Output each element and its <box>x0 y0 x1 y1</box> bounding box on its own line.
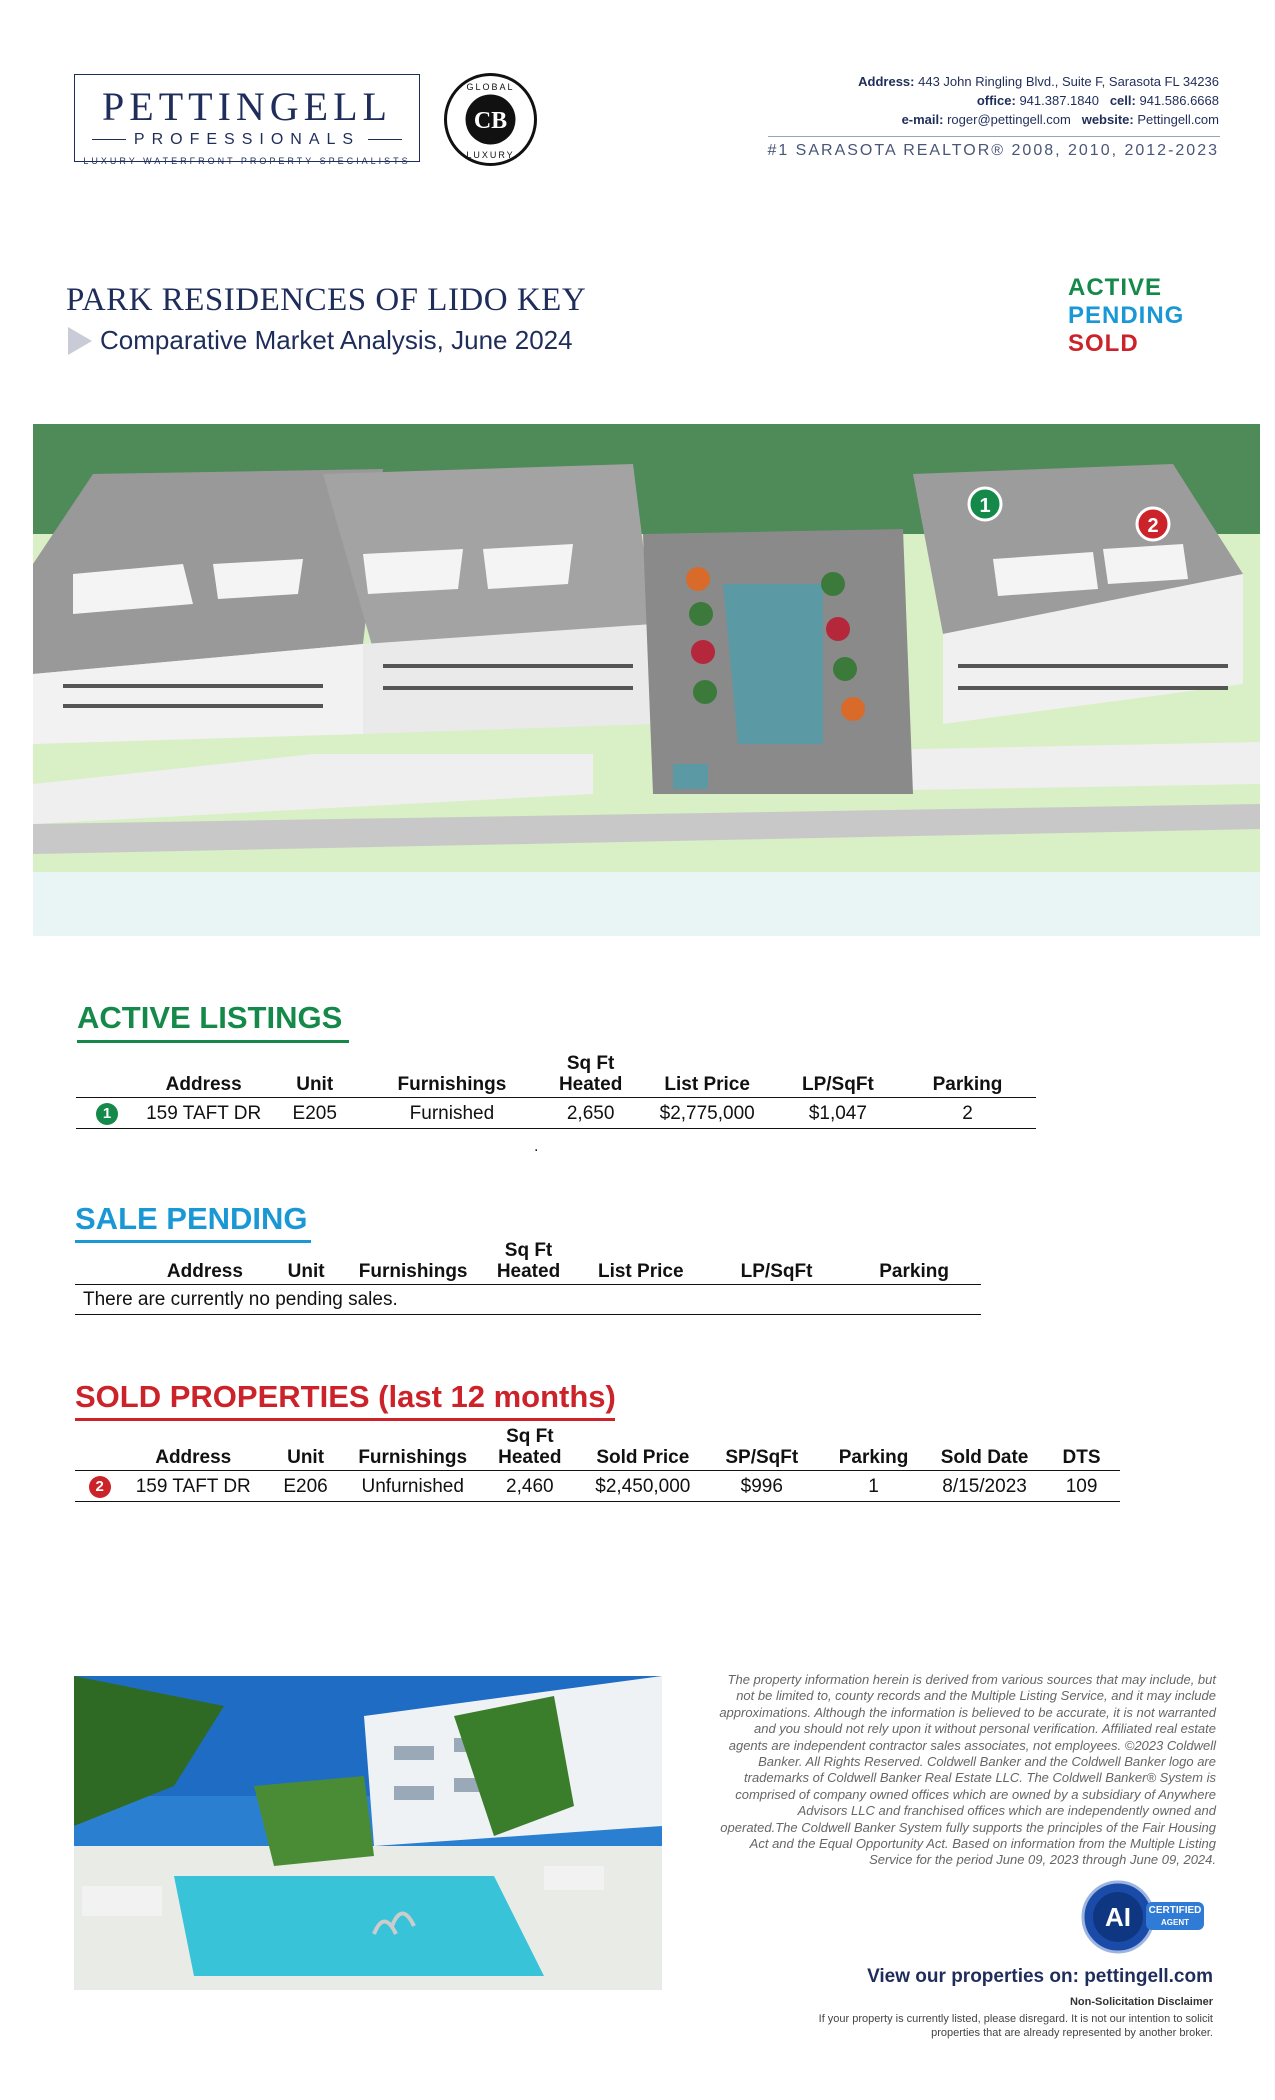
legal-disclaimer: The property information herein is derived from various sources that may include, but not be limited to, county records and the Multiple Listing Service, and it may include approximations. Although the information is believed to be accurate, it is not warranted and you should not rely upon it without personal verification. Affiliated real estate agents are independent contractor sales associates, not employees. ©2023 Coldwell Banker. All Rights Reserved. Coldwell Banker and the Coldwell Banker logo are trademarks of Coldwell Banker Real Estate LLC. The Coldwell Banker® System is comprised of company owned offices which are owned by a subsidiary of Anywhere Advisors LLC and franchised offices which are independently owned and operated.The Coldwell Banker System fully supports the principles of the Fair Housing Act and the Equal Opportunity Act. Based on information from the Multiple Listing Service for the period June 09, 2023 through June 09, 2024. <box>719 1672 1216 1868</box>
contact-phones: office: 941.387.1840 cell: 941.586.6668 <box>976 93 1219 108</box>
col-furnishings: Furnishings <box>397 1074 507 1095</box>
col-sqft: Sq Ft Heated <box>558 1053 623 1095</box>
cell-price: $2,775,000 <box>659 1102 755 1124</box>
sold-properties-heading: SOLD PROPERTIES (last 12 months) <box>75 1379 616 1414</box>
coldwell-banker-seal-icon <box>443 72 538 167</box>
table-header-row <box>75 1240 981 1285</box>
sale-pending-table <box>75 1240 981 1315</box>
col-sold-price: Sold Price <box>596 1447 690 1468</box>
view-properties-link[interactable]: View our properties on: pettingell.com <box>867 1966 1213 1987</box>
sold-properties-table <box>75 1426 1120 1502</box>
non-solicitation-title: Non-Solicitation Disclaimer <box>1069 1996 1213 2008</box>
aerial-rendering-image <box>33 424 1260 936</box>
col-sp-sqft: SP/SqFt <box>725 1447 799 1468</box>
active-heading-underline <box>77 1040 349 1043</box>
col-address: Address <box>166 1261 243 1282</box>
play-triangle-icon <box>68 327 92 355</box>
logo-subtitle: PROFESSIONALS <box>75 131 419 149</box>
sold-heading-underline <box>75 1418 615 1421</box>
seal-bottom-text: LUXURY <box>466 150 515 160</box>
logo-tagline: LUXURY WATERFRONT PROPERTY SPECIALISTS <box>83 156 411 166</box>
col-list-price: List Price <box>664 1074 750 1095</box>
cell-address: 159 TAFT DR <box>135 1475 251 1497</box>
col-unit: Unit <box>287 1261 325 1282</box>
cell-sqft: 2,650 <box>566 1102 615 1124</box>
legend-sold: SOLD <box>1068 330 1139 357</box>
svg-text:1: 1 <box>979 495 991 517</box>
legend-pending: PENDING <box>1068 302 1185 329</box>
svg-text:2: 2 <box>1147 515 1159 537</box>
cell-price: $2,450,000 <box>595 1475 691 1497</box>
svg-text:CERTIFIED: CERTIFIED <box>1148 1905 1202 1916</box>
active-listings-table <box>76 1053 1036 1129</box>
cell-unit: E206 <box>283 1475 328 1497</box>
logo-wordmark: PETTINGELL <box>102 84 392 129</box>
col-list-price: List Price <box>597 1261 684 1282</box>
table-row <box>75 1471 1120 1502</box>
email-link[interactable]: roger@pettingell.com <box>947 112 1071 127</box>
ai-certified-agent-badge-icon <box>1078 1880 1208 1955</box>
cell-dts: 109 <box>1065 1475 1098 1497</box>
table-row <box>75 1285 981 1315</box>
page-title: PARK RESIDENCES OF LIDO KEY <box>66 282 587 318</box>
col-furnishings: Furnishings <box>358 1447 468 1468</box>
cell-furnishings: Unfurnished <box>361 1475 464 1497</box>
col-parking: Parking <box>838 1447 909 1468</box>
company-logo <box>74 74 420 162</box>
contact-address: Address: 443 John Ringling Blvd., Suite F, Sarasota FL 34236 <box>858 74 1219 89</box>
table-row <box>76 1098 1036 1129</box>
cell-ppsf: $996 <box>740 1475 783 1497</box>
realtor-award-line: #1 SARASOTA REALTOR® 2008, 2010, 2012-2023 <box>767 142 1219 159</box>
col-sqft: Sq Ft Heated <box>496 1240 561 1282</box>
cell-parking: 2 <box>962 1102 973 1124</box>
col-lp-sqft: LP/SqFt <box>740 1261 813 1282</box>
col-sold-date: Sold Date <box>940 1447 1029 1468</box>
active-listings-heading: ACTIVE LISTINGS <box>77 1000 343 1035</box>
col-unit: Unit <box>287 1447 325 1468</box>
table-header-row <box>76 1053 1036 1098</box>
cell-sqft: 2,460 <box>506 1475 554 1497</box>
col-parking: Parking <box>879 1261 949 1282</box>
cell-parking: 1 <box>868 1475 879 1497</box>
col-address: Address <box>155 1447 232 1468</box>
col-sqft: Sq Ft Heated <box>498 1426 562 1468</box>
page-subtitle: Comparative Market Analysis, June 2024 <box>100 325 573 355</box>
svg-text:AGENT: AGENT <box>1161 1918 1189 1927</box>
col-furnishings: Furnishings <box>358 1261 468 1282</box>
table-header-row <box>75 1426 1120 1471</box>
sale-pending-heading: SALE PENDING <box>75 1201 308 1236</box>
header-divider <box>768 136 1220 137</box>
legend-active: ACTIVE <box>1068 274 1163 301</box>
non-solicitation-text: If your property is currently listed, please disregard. It is not our intention to solicit properties that are already represented by another broker. <box>818 2013 1213 2039</box>
sold-marker-icon: 2 <box>89 1476 111 1498</box>
seal-top-text: GLOBAL <box>466 82 515 92</box>
col-lp-sqft: LP/SqFt <box>802 1074 874 1095</box>
cell-ppsf: $1,047 <box>808 1102 867 1124</box>
contact-web: e-mail: roger@pettingell.com website: Pettingell.com <box>901 112 1219 127</box>
active-marker-icon: 1 <box>96 1103 118 1125</box>
website-link[interactable]: Pettingell.com <box>1137 112 1219 127</box>
svg-text:AI: AI <box>1105 1902 1131 1932</box>
active-footnote: . <box>534 1138 539 1155</box>
col-parking: Parking <box>932 1074 1003 1095</box>
col-address: Address <box>165 1074 242 1095</box>
cell-address: 159 TAFT DR <box>146 1102 262 1124</box>
cell-furnishings: Furnished <box>409 1102 495 1124</box>
cell-unit: E205 <box>292 1102 337 1124</box>
col-dts: DTS <box>1062 1447 1101 1468</box>
pool-photo-image <box>74 1676 662 1990</box>
col-unit: Unit <box>296 1074 334 1095</box>
cell-sold-date: 8/15/2023 <box>942 1475 1027 1497</box>
seal-letters: CB <box>473 108 508 134</box>
no-pending-message: There are currently no pending sales. <box>83 1289 398 1310</box>
